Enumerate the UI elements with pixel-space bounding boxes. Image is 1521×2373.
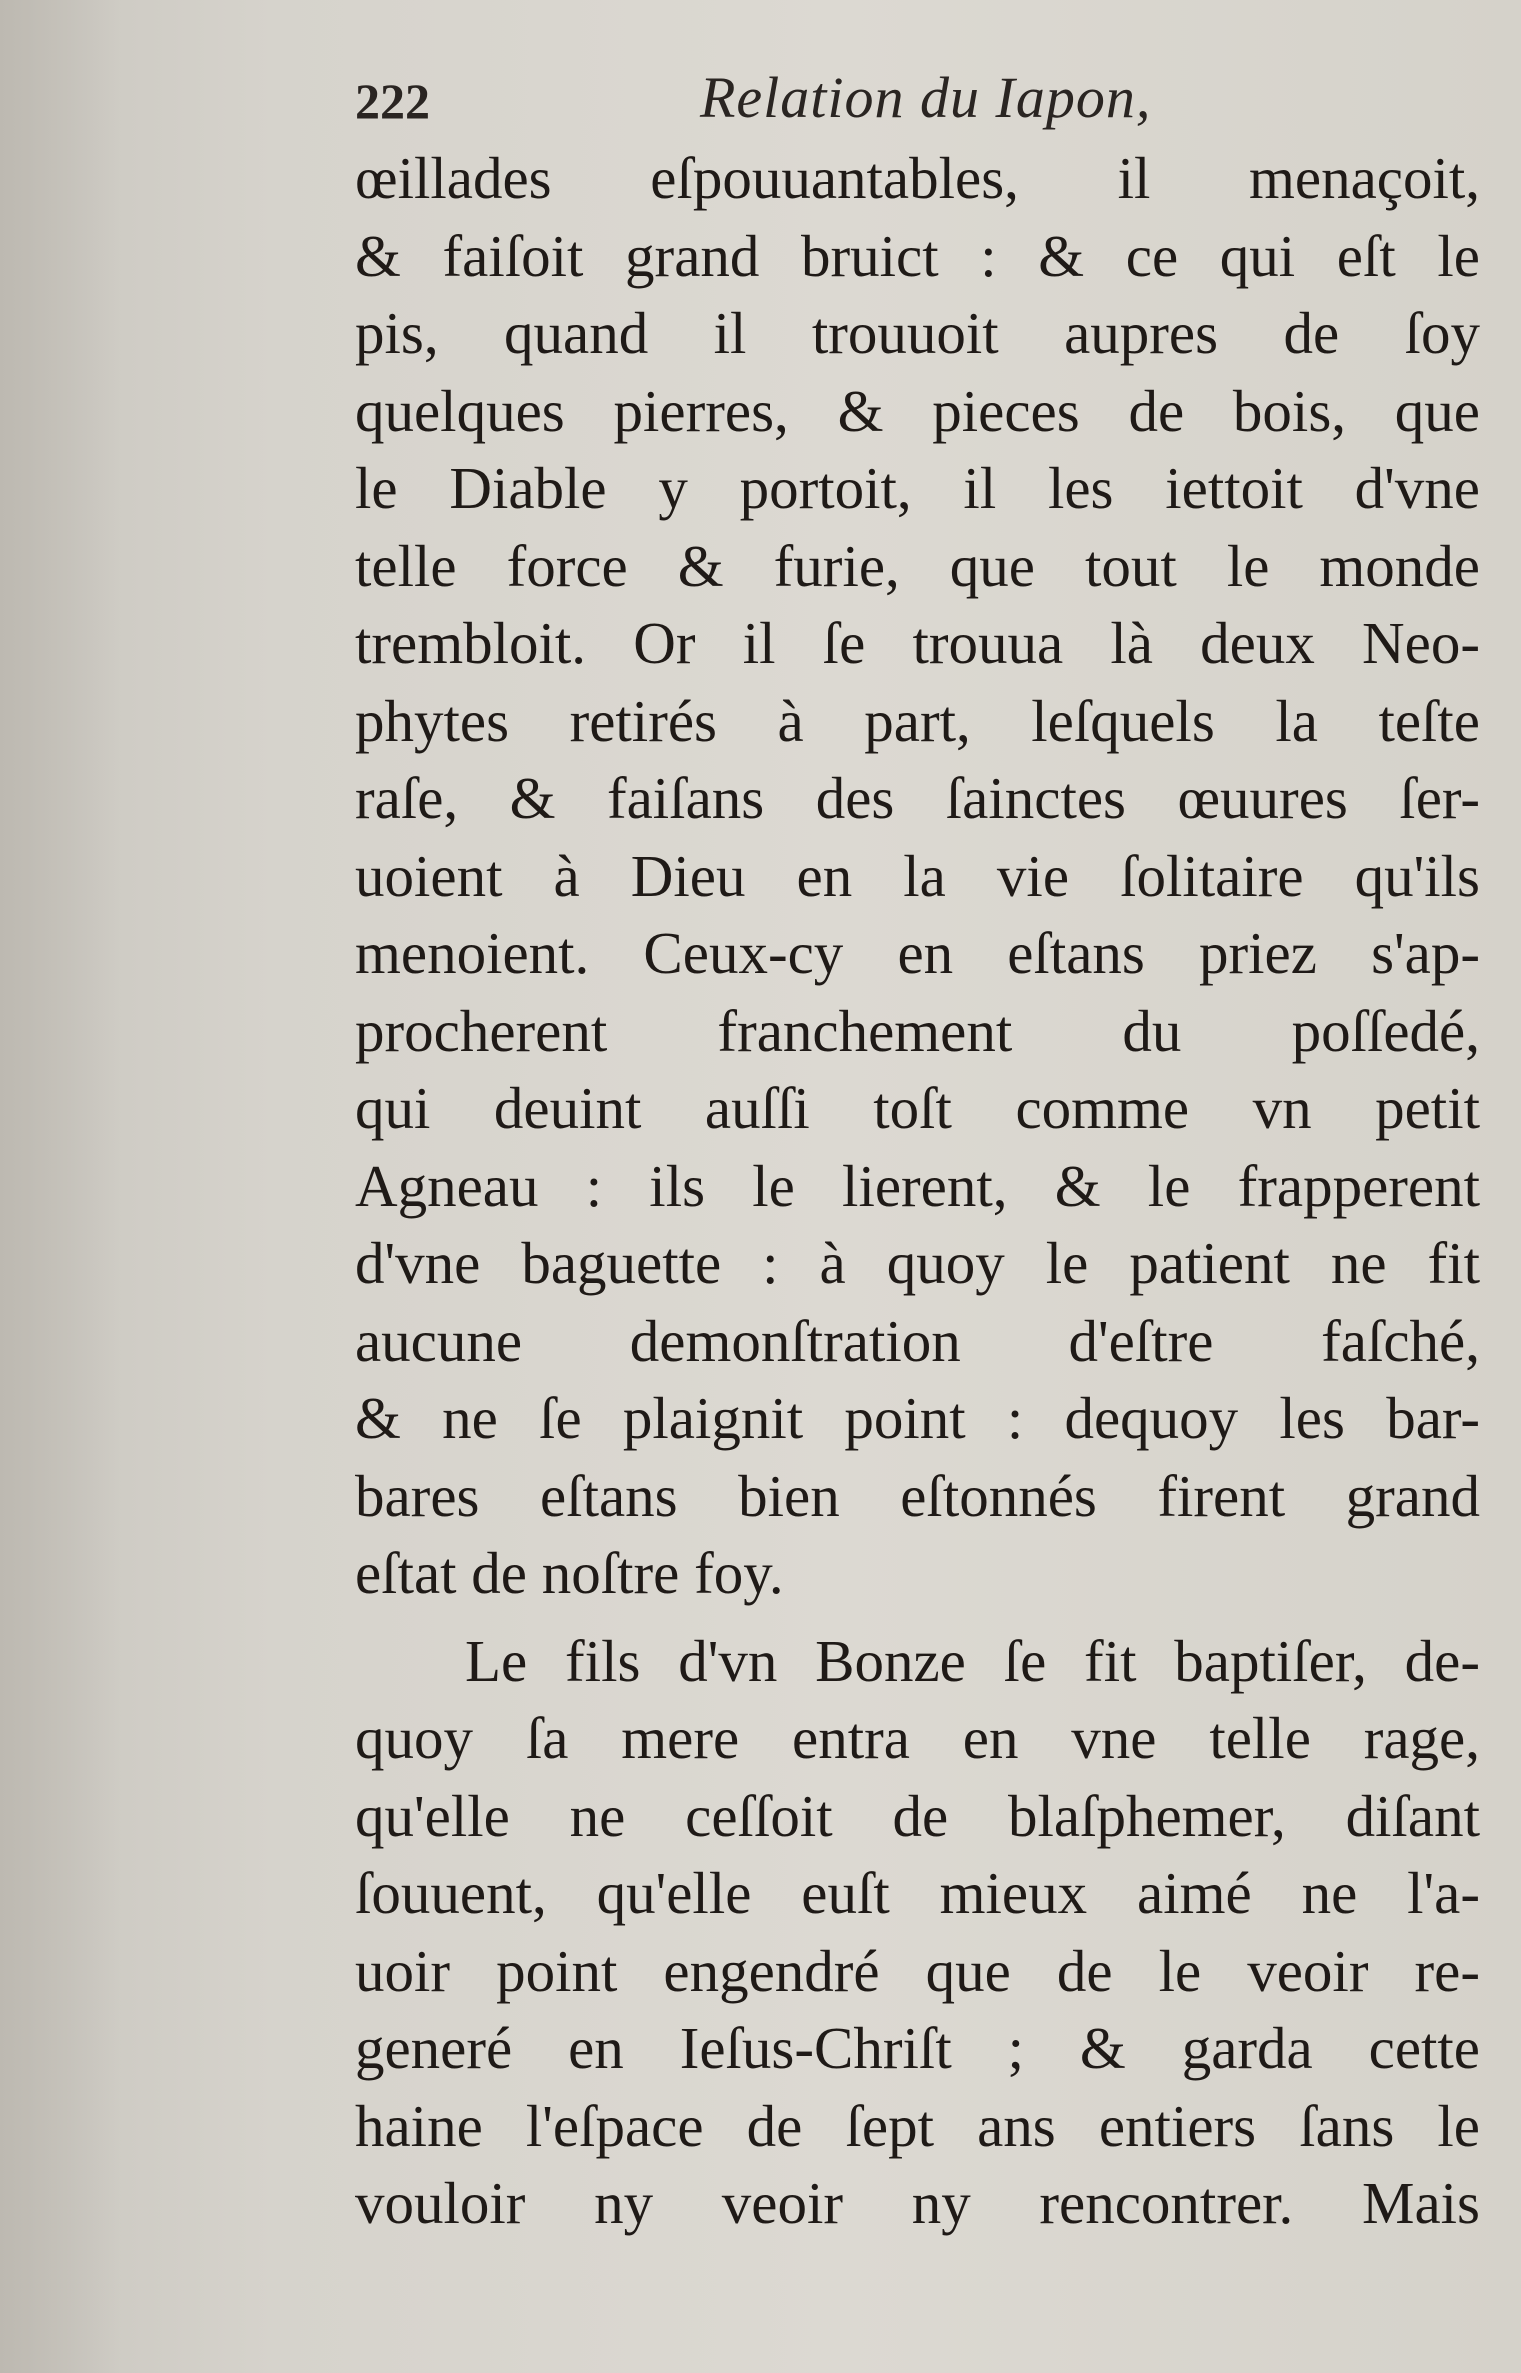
text-line: bares eſtans bien eſtonnés firent grand	[355, 1462, 1480, 1529]
text-line: vouloir ny veoir ny rencontrer. Mais	[355, 2170, 1480, 2236]
text-line: procherent franchement du poſſedé,	[355, 997, 1480, 1064]
paragraph-1	[355, 140, 1480, 1613]
page-header	[355, 62, 1475, 142]
text-line: pis, quand il trouuoit aupres de ſoy	[355, 300, 1480, 366]
page-number: 222	[355, 73, 430, 129]
text-line: generé en Ieſus-Chriſt ; & garda cette	[355, 2015, 1480, 2081]
page-gutter-shadow	[0, 0, 120, 2373]
text-line: & ne ſe plaignit point : dequoy les bar-	[355, 1385, 1480, 1451]
running-title: Relation du Iapon,	[700, 65, 1152, 130]
text-line: quoy ſa mere entra en vne telle rage,	[355, 1705, 1480, 1771]
paragraph-gap	[355, 1613, 1480, 1623]
text-line: raſe, & faiſans des ſainctes œuures ſer-	[355, 765, 1480, 831]
text-line: telle force & furie, que tout le monde	[355, 532, 1480, 599]
text-line: eſtat de noſtre foy.	[355, 1540, 784, 1606]
text-line: uoient à Dieu en la vie ſolitaire qu'ils	[355, 842, 1480, 909]
text-line: & faiſoit grand bruict : & ce qui eſt le	[355, 222, 1480, 289]
text-line: quelques pierres, & pieces de bois, que	[355, 377, 1480, 444]
text-line: trembloit. Or il ſe trouua là deux Neo-	[355, 610, 1480, 676]
paragraph-2	[355, 1623, 1480, 2243]
text-line: Le fils d'vn Bonze ſe fit baptiſer, de-	[465, 1627, 1480, 1694]
text-line: aucune demonſtration d'eſtre faſché,	[355, 1307, 1480, 1374]
text-line: Agneau : ils le lierent, & le frapperent	[355, 1152, 1480, 1219]
body-text	[355, 140, 1480, 2243]
text-line: œillades eſpouuantables, il menaçoit,	[355, 145, 1480, 211]
text-line: ſouuent, qu'elle euſt mieux aimé ne l'a-	[355, 1860, 1480, 1926]
text-line: qui deuint auſſi toſt comme vn petit	[355, 1075, 1480, 1141]
text-line: qu'elle ne ceſſoit de blaſphemer, diſant	[355, 1782, 1480, 1849]
text-line: d'vne baguette : à quoy le patient ne fit	[355, 1230, 1480, 1296]
text-line: phytes retirés à part, leſquels la teſte	[355, 687, 1480, 754]
text-line: menoient. Ceux-cy en eſtans priez s'ap-	[355, 920, 1480, 986]
text-line: haine l'eſpace de ſept ans entiers ſans le	[355, 2092, 1480, 2159]
text-line: le Diable y portoit, il les iettoit d'vne	[355, 455, 1480, 521]
text-line: uoir point engendré que de le veoir re-	[355, 1937, 1480, 2004]
